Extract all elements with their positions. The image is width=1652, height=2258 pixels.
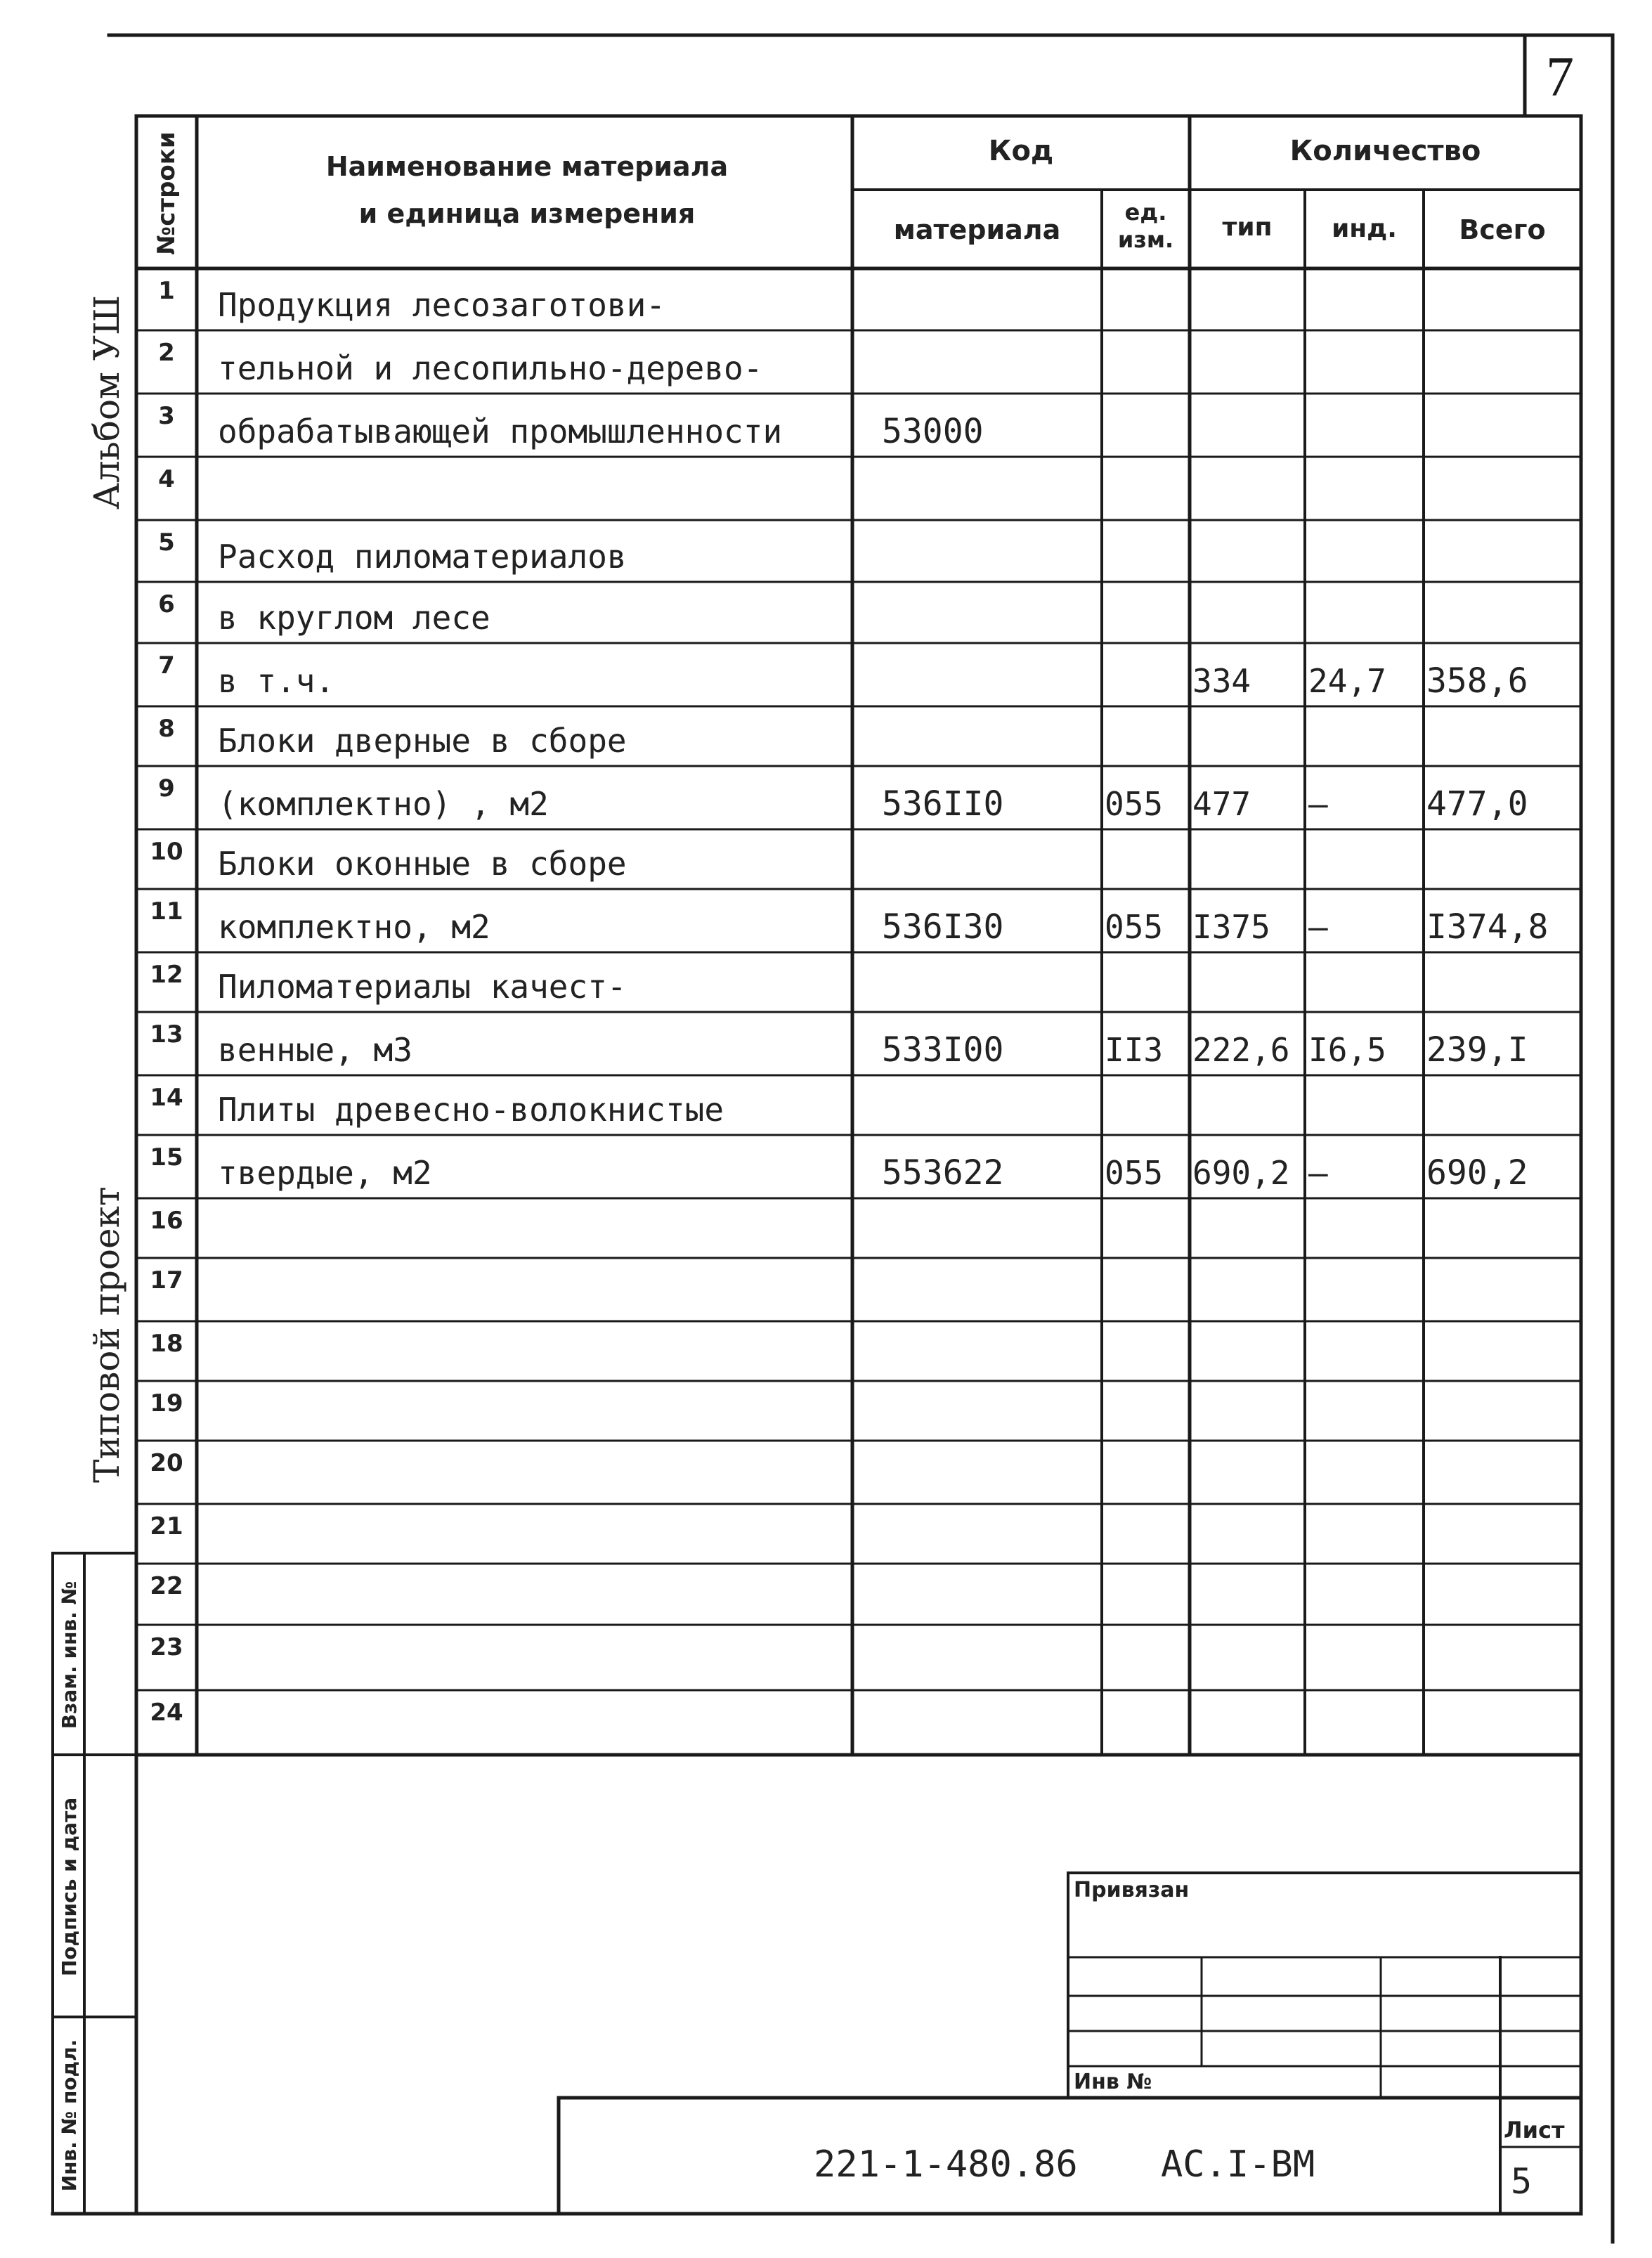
material-name: Расход пиломатериалов — [218, 538, 627, 576]
side-label-vzam: Взам. инв. № — [58, 1581, 81, 1730]
row-number: 13 — [150, 1020, 183, 1049]
header-name-line2: и единица измерения — [358, 198, 696, 229]
stamp-doc-code: 221-1-480.86 — [814, 2143, 1078, 2186]
stamp-inv-label: Инв № — [1074, 2070, 1152, 2094]
unit-code: 055 — [1105, 1154, 1164, 1192]
material-name: обрабатывающей промышленности — [218, 413, 783, 450]
row-number: 23 — [150, 1633, 183, 1661]
row-number: 11 — [150, 897, 183, 926]
row-number: 10 — [150, 838, 183, 866]
row-number: 24 — [150, 1699, 183, 1727]
header-code: Код — [988, 135, 1054, 167]
qty-type: 477 — [1192, 785, 1251, 823]
row-number: 20 — [150, 1449, 183, 1477]
stamp-sheet-label: Лист — [1504, 2117, 1565, 2143]
qty-total: 477,0 — [1426, 784, 1528, 824]
row-number: 2 — [158, 339, 175, 367]
qty-type: I375 — [1192, 908, 1270, 946]
qty-ind: – — [1308, 1154, 1328, 1192]
material-name: Блоки оконные в сборе — [218, 845, 627, 883]
unit-code: II3 — [1105, 1031, 1164, 1069]
row-number: 15 — [150, 1143, 183, 1172]
material-code: 533I00 — [882, 1030, 1004, 1070]
row-number: 6 — [158, 590, 175, 618]
material-name: тельной и лесопильно-дерево- — [218, 349, 763, 387]
row-number: 5 — [158, 528, 175, 557]
unit-code: 055 — [1105, 908, 1164, 946]
header-qty-ind: инд. — [1332, 214, 1397, 243]
page-number: 7 — [1546, 46, 1574, 108]
row-number: 16 — [150, 1207, 183, 1235]
material-name: в круглом лесе — [218, 599, 490, 637]
material-code: 536I30 — [882, 907, 1004, 947]
stamp-doc-mark: АС.I-ВМ — [1161, 2143, 1315, 2186]
header-name-line1: Наименование материала — [325, 151, 729, 182]
unit-code: 055 — [1105, 785, 1164, 823]
stamp-sheet-number: 5 — [1511, 2161, 1533, 2202]
side-label-project: Типовой проект — [86, 1186, 127, 1483]
header-code-material: материала — [893, 214, 1061, 245]
material-code: 53000 — [882, 412, 984, 451]
qty-ind: 24,7 — [1308, 662, 1386, 700]
qty-ind: – — [1308, 785, 1328, 823]
qty-total: 239,I — [1426, 1030, 1528, 1070]
material-name: (комплектно) , м2 — [218, 785, 549, 823]
header-row-no: №строки — [152, 131, 181, 255]
material-code: 536II0 — [882, 784, 1004, 824]
qty-total: 358,6 — [1426, 661, 1528, 701]
qty-type: 690,2 — [1192, 1154, 1290, 1192]
qty-total: 690,2 — [1426, 1153, 1528, 1193]
row-number: 22 — [150, 1572, 183, 1600]
row-number: 17 — [150, 1266, 183, 1295]
stamp-attached-label: Привязан — [1074, 1878, 1190, 1902]
header-code-unit-line1: ед. — [1124, 199, 1167, 226]
header-qty-total: Всего — [1459, 214, 1546, 245]
side-label-inv-podl: Инв. № подл. — [58, 2039, 81, 2192]
material-name: Продукция лесозаготови- — [218, 286, 665, 324]
header-code-unit-line2: изм. — [1117, 226, 1174, 253]
header-qty-type: тип — [1222, 213, 1273, 242]
row-number: 8 — [158, 715, 175, 743]
row-number: 12 — [150, 961, 183, 989]
qty-type: 334 — [1192, 662, 1251, 700]
qty-total: I374,8 — [1426, 907, 1549, 947]
material-name: Пиломатериалы качест- — [218, 968, 627, 1006]
material-name: твердые, м2 — [218, 1154, 432, 1192]
row-number: 9 — [158, 774, 175, 803]
material-name: Плиты древесно-волокнистые — [218, 1091, 724, 1129]
side-label-signature: Подпись и дата — [58, 1797, 81, 1977]
material-name: комплектно, м2 — [218, 908, 490, 946]
row-number: 19 — [150, 1389, 183, 1417]
material-name: Блоки дверные в сборе — [218, 722, 627, 760]
row-number: 3 — [158, 402, 175, 430]
row-number: 4 — [158, 465, 175, 493]
qty-ind: – — [1308, 908, 1328, 946]
qty-ind: I6,5 — [1308, 1031, 1386, 1069]
material-name: в т.ч. — [218, 662, 335, 700]
qty-type: 222,6 — [1192, 1031, 1290, 1069]
row-number: 7 — [158, 651, 175, 680]
header-quantity: Количество — [1289, 135, 1481, 167]
row-number: 14 — [150, 1084, 183, 1112]
material-name: венные, м3 — [218, 1031, 412, 1069]
material-code: 553622 — [882, 1153, 1004, 1193]
row-number: 21 — [150, 1512, 183, 1540]
side-label-album: Альбом УШ — [86, 294, 127, 510]
row-number: 1 — [158, 277, 175, 305]
row-number: 18 — [150, 1330, 183, 1358]
